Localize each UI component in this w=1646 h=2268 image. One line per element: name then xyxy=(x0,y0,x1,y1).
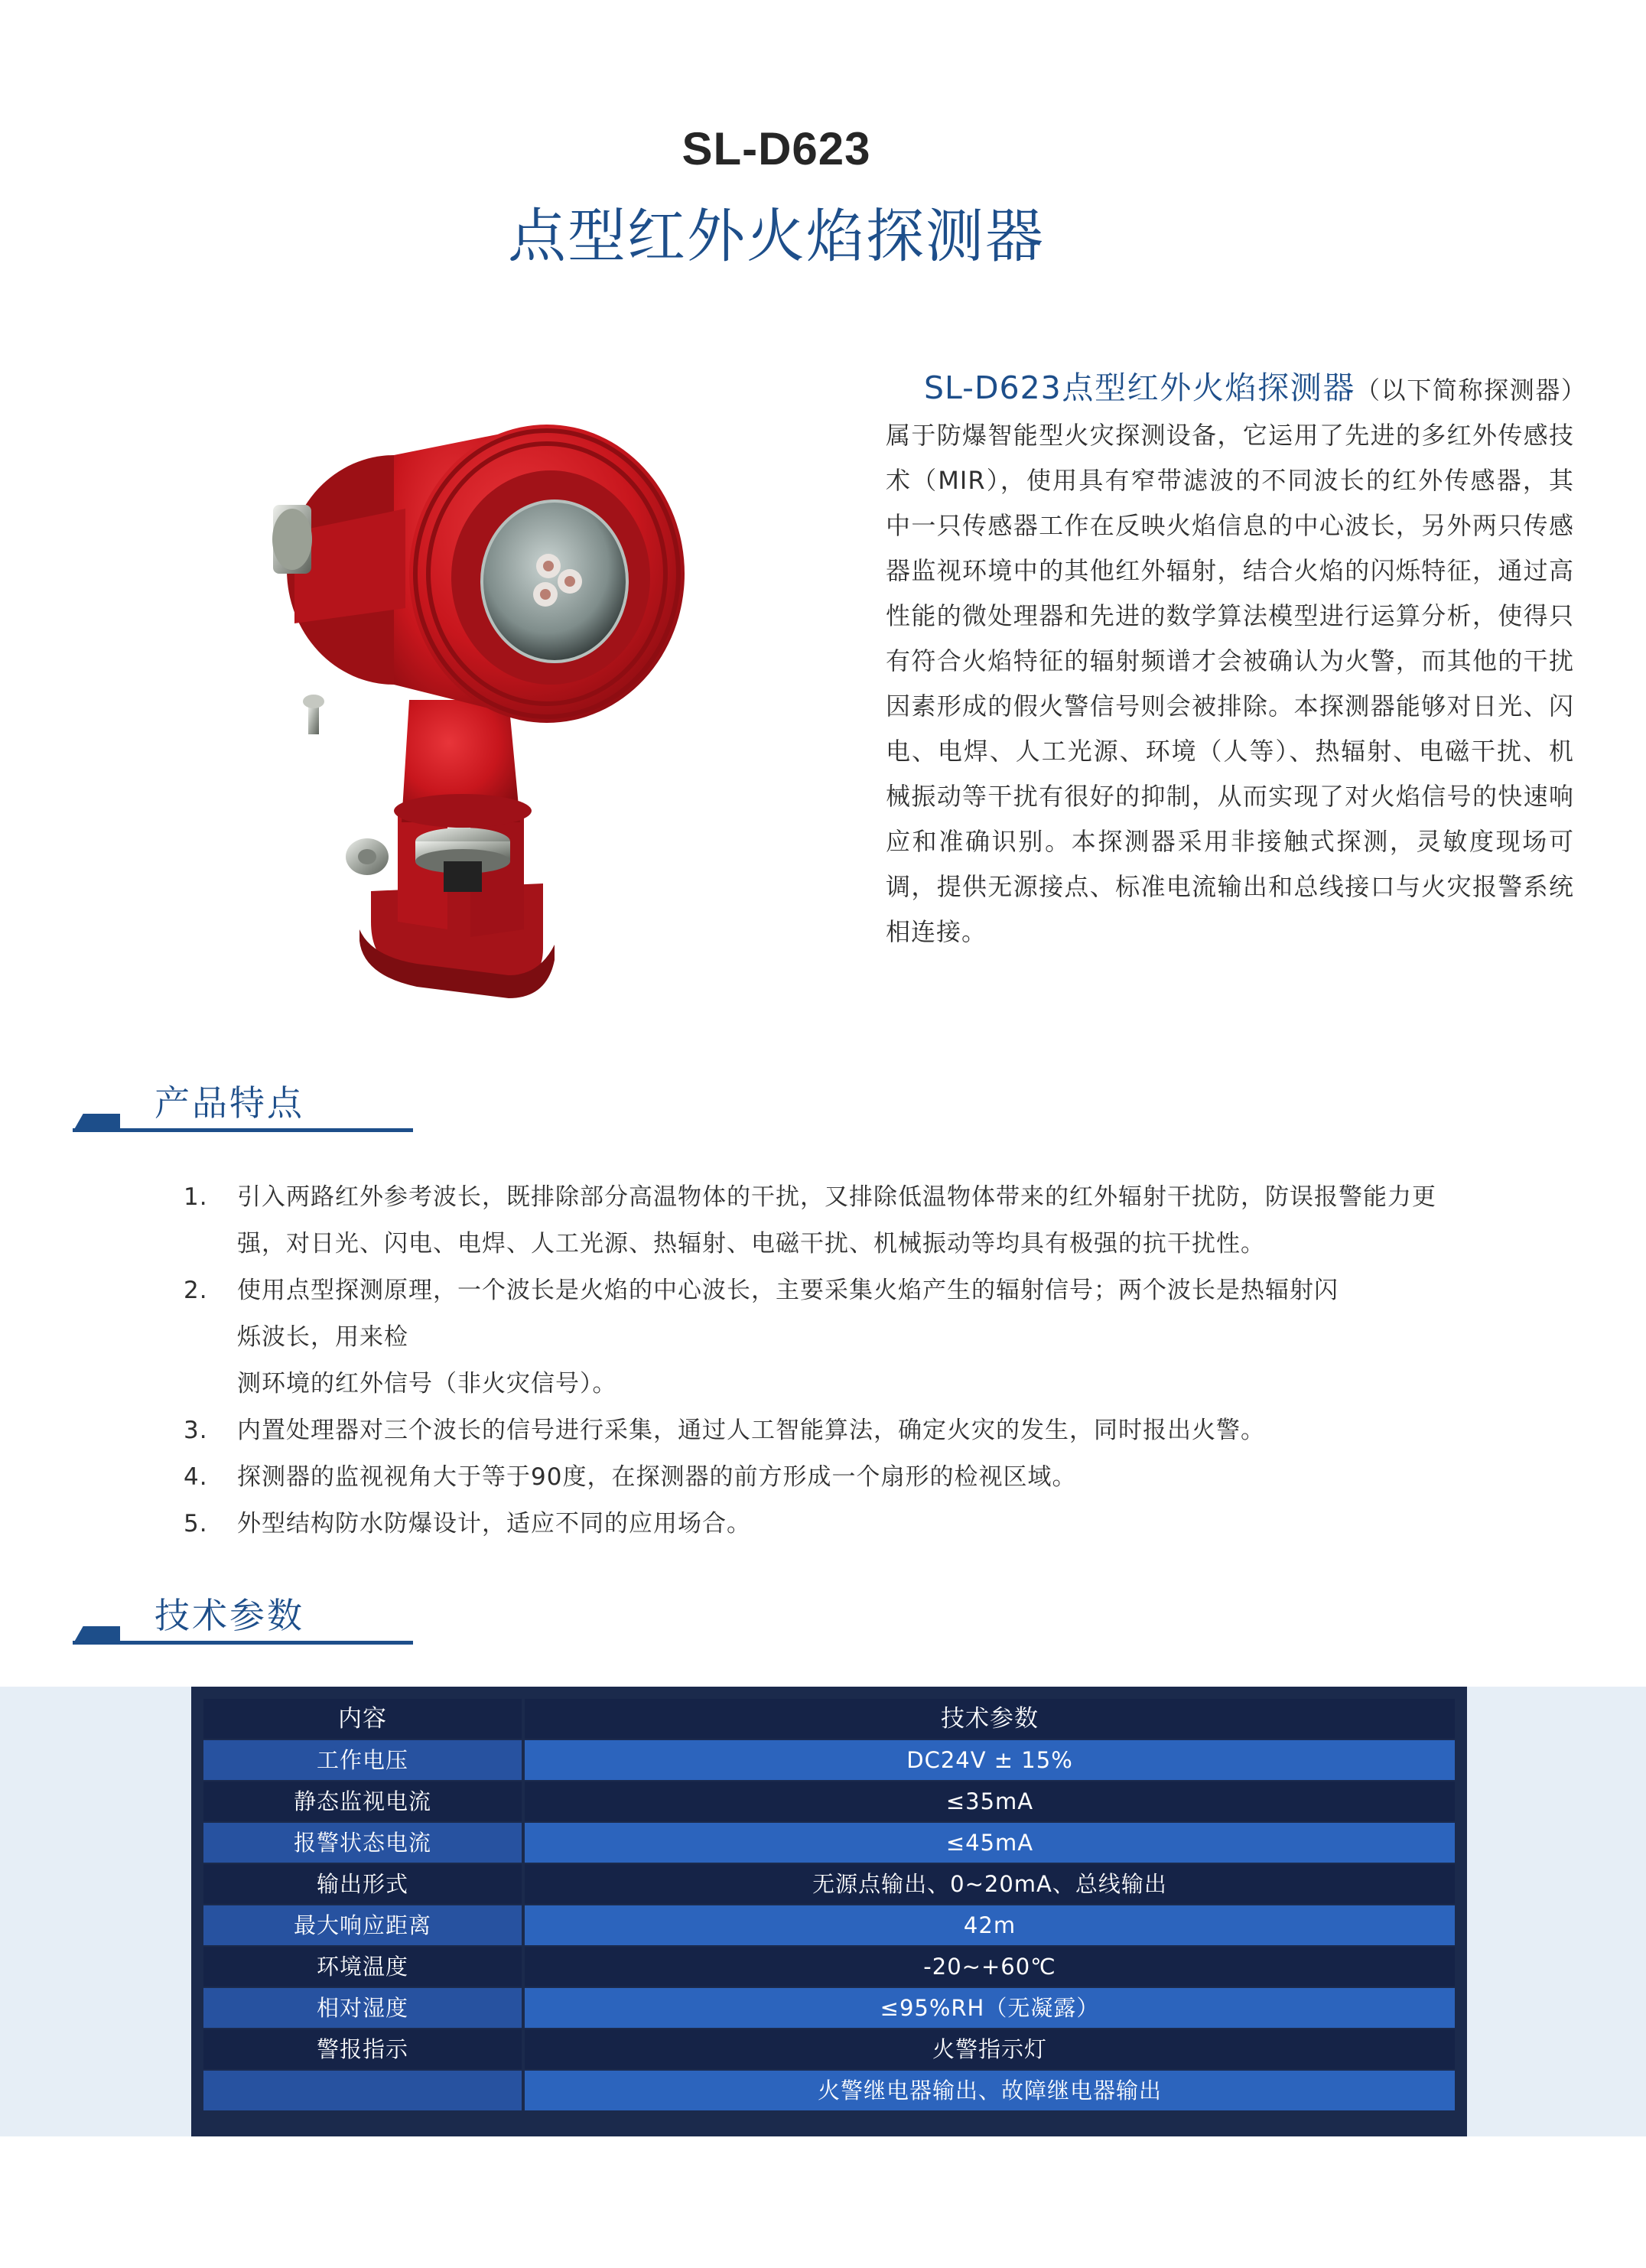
feature-number: 4. xyxy=(184,1463,208,1491)
spec-value: ≤95%RH（无凝露） xyxy=(525,1988,1455,2028)
intro-lead: SL-D623点型红外火焰探测器 xyxy=(924,369,1355,406)
feature-text: 使用点型探测原理，一个波长是火焰的中心波长，主要采集火焰产生的辐射信号；两个波长是热辐射闪 xyxy=(237,1277,1339,1304)
feature-number: 3. xyxy=(184,1417,208,1444)
features-section-header xyxy=(73,1079,413,1132)
spec-row xyxy=(203,1947,1455,1987)
feature-item xyxy=(184,1501,1545,1547)
feature-number: 1. xyxy=(184,1183,208,1211)
feature-number: 2. xyxy=(184,1277,208,1304)
spec-row xyxy=(203,2029,1455,2069)
feature-text: 测环境的红外信号（非火灾信号）。 xyxy=(237,1370,617,1398)
feature-text: 烁波长，用来检 xyxy=(237,1323,408,1351)
spec-value: ≤45mA xyxy=(525,1823,1455,1863)
spec-table xyxy=(191,1687,1467,2136)
spec-header-key: 内容 xyxy=(203,1699,522,1739)
spec-key: 最大响应距离 xyxy=(203,1905,522,1945)
spec-row xyxy=(203,1740,1455,1780)
intro-body: （以下简称探测器）属于防爆智能型火灾探测设备，它运用了先进的多红外传感技术（MIR），使用具有窄带滤波的不同波长的红外传感器，其中一只传感器工作在反映火焰信息的中心波长，另外两只传感器监视环境中的其他红外辐射，结合火焰的闪烁特征，通过高性能的微处理器和先进的数学算法模型进行运算分析，使得只有符合火焰特征的辐射频谱才会被确认为火警，而其他的干扰因素形成的假火警信号则会被排除。本探测器能够对日光、闪电、电焊、人工光源、环境（人等）、热辐射、电磁干扰、机械振动等干扰有很好的抑制，从而实现了对火焰信号的快速响应和准确识别。本探测器采用非接触式探测，灵敏度现场可调，提供无源接点、标准电流输出和总线接口与火灾报警系统相连接。 xyxy=(886,376,1574,946)
spec-key: 静态监视电流 xyxy=(203,1782,522,1821)
specs-section-title: 技术参数 xyxy=(155,1595,304,1636)
spec-row xyxy=(203,1782,1455,1821)
specs-section-header xyxy=(73,1591,413,1645)
section-underline xyxy=(73,1641,413,1645)
features-list xyxy=(184,1174,1545,1547)
spec-value: 42m xyxy=(525,1905,1455,1945)
product-model: SL-D623 xyxy=(681,123,871,174)
features-section-title: 产品特点 xyxy=(155,1082,304,1124)
spec-value: ≤35mA xyxy=(525,1782,1455,1821)
feature-item xyxy=(184,1174,1545,1267)
feature-text: 内置处理器对三个波长的信号进行采集，通过人工智能算法，确定火灾的发生，同时报出火警。 xyxy=(237,1417,1265,1444)
spec-value: -20~+60℃ xyxy=(525,1947,1455,1987)
spec-row xyxy=(203,1905,1455,1945)
feature-number: 5. xyxy=(184,1510,208,1537)
spec-key: 工作电压 xyxy=(203,1740,522,1780)
spec-key: 相对湿度 xyxy=(203,1988,522,2028)
spec-value: DC24V ± 15% xyxy=(525,1740,1455,1780)
spec-value: 火警继电器输出、故障继电器输出 xyxy=(525,2071,1455,2110)
spec-key: 环境温度 xyxy=(203,1947,522,1987)
spec-value: 火警指示灯 xyxy=(525,2029,1455,2069)
feature-text: 探测器的监视视角大于等于90度，在探测器的前方形成一个扇形的检视区域。 xyxy=(237,1463,1077,1491)
spec-header-value: 技术参数 xyxy=(525,1699,1455,1739)
spec-row xyxy=(203,2071,1455,2110)
spec-row xyxy=(203,1988,1455,2028)
intro-paragraph xyxy=(886,366,1574,955)
spec-row xyxy=(203,1864,1455,1904)
spec-key xyxy=(203,2071,522,2110)
feature-item xyxy=(184,1267,1545,1407)
product-title: 点型红外火焰探测器 xyxy=(508,202,1045,270)
spec-value: 无源点输出、0~20mA、总线输出 xyxy=(525,1864,1455,1904)
spec-table-header xyxy=(203,1699,1455,1739)
feature-text: 外型结构防水防爆设计，适应不同的应用场合。 xyxy=(237,1510,751,1537)
feature-text: 强，对日光、闪电、电焊、人工光源、热辐射、电磁干扰、机械振动等均具有极强的抗干扰性。 xyxy=(237,1230,1265,1258)
feature-item xyxy=(184,1454,1545,1501)
spec-row xyxy=(203,1823,1455,1863)
spec-key: 报警状态电流 xyxy=(203,1823,522,1863)
feature-text: 引入两路红外参考波长，既排除部分高温物体的干扰，又排除低温物体带来的红外辐射干扰防，防误报警能力更 xyxy=(237,1183,1436,1211)
spec-key: 警报指示 xyxy=(203,2029,522,2069)
feature-item xyxy=(184,1407,1545,1454)
flame-detector-illustration xyxy=(218,394,708,1029)
section-underline xyxy=(73,1128,413,1132)
spec-key: 输出形式 xyxy=(203,1864,522,1904)
